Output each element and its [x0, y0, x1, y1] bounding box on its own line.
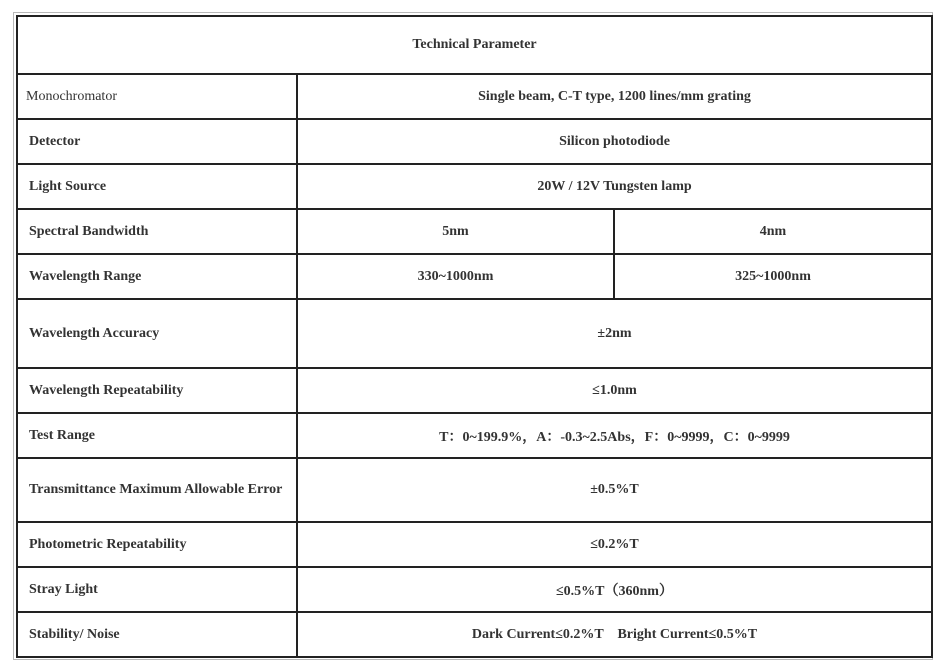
row-label: Transmittance Maximum Allowable Error: [17, 458, 297, 522]
table-header-row: [17, 16, 932, 74]
row-value: 20W / 12V Tungsten lamp: [297, 164, 932, 209]
table-row: [17, 254, 932, 299]
table-row: [17, 209, 932, 254]
table-row: [17, 164, 932, 209]
row-value: ≤1.0nm: [297, 368, 932, 413]
row-label: Wavelength Repeatability: [17, 368, 297, 413]
row-value: ±0.5%T: [297, 458, 932, 522]
table-row: [17, 368, 932, 413]
row-label: Wavelength Accuracy: [17, 299, 297, 368]
row-label: Monochromator: [17, 74, 297, 119]
row-label: Photometric Repeatability: [17, 522, 297, 567]
row-value: Single beam, C-T type, 1200 lines/mm grating: [297, 74, 932, 119]
row-value-a: 330~1000nm: [297, 254, 614, 299]
row-label: Stability/ Noise: [17, 612, 297, 657]
row-value-b: 4nm: [614, 209, 932, 254]
table-title: Technical Parameter: [17, 16, 932, 74]
row-label: Test Range: [17, 413, 297, 458]
table-row: [17, 119, 932, 164]
row-value: Dark Current≤0.2%T Bright Current≤0.5%T: [297, 612, 932, 657]
table-row: [17, 74, 932, 119]
table-row: [17, 458, 932, 522]
row-value: Silicon photodiode: [297, 119, 932, 164]
row-label: Stray Light: [17, 567, 297, 612]
row-label: Wavelength Range: [17, 254, 297, 299]
row-label: Spectral Bandwidth: [17, 209, 297, 254]
row-label: Light Source: [17, 164, 297, 209]
table-row: [17, 612, 932, 657]
table-row: [17, 522, 932, 567]
row-value: T：0~199.9%，A：-0.3~2.5Abs，F：0~9999，C：0~9999: [297, 413, 932, 458]
table-row: [17, 299, 932, 368]
table-row: [17, 567, 932, 612]
technical-parameter-table: [16, 15, 933, 658]
row-value: ≤0.5%T（360nm）: [297, 567, 932, 612]
row-label: Detector: [17, 119, 297, 164]
row-value-b: 325~1000nm: [614, 254, 932, 299]
row-value: ±2nm: [297, 299, 932, 368]
table-row: [17, 413, 932, 458]
row-value-a: 5nm: [297, 209, 614, 254]
row-value: ≤0.2%T: [297, 522, 932, 567]
